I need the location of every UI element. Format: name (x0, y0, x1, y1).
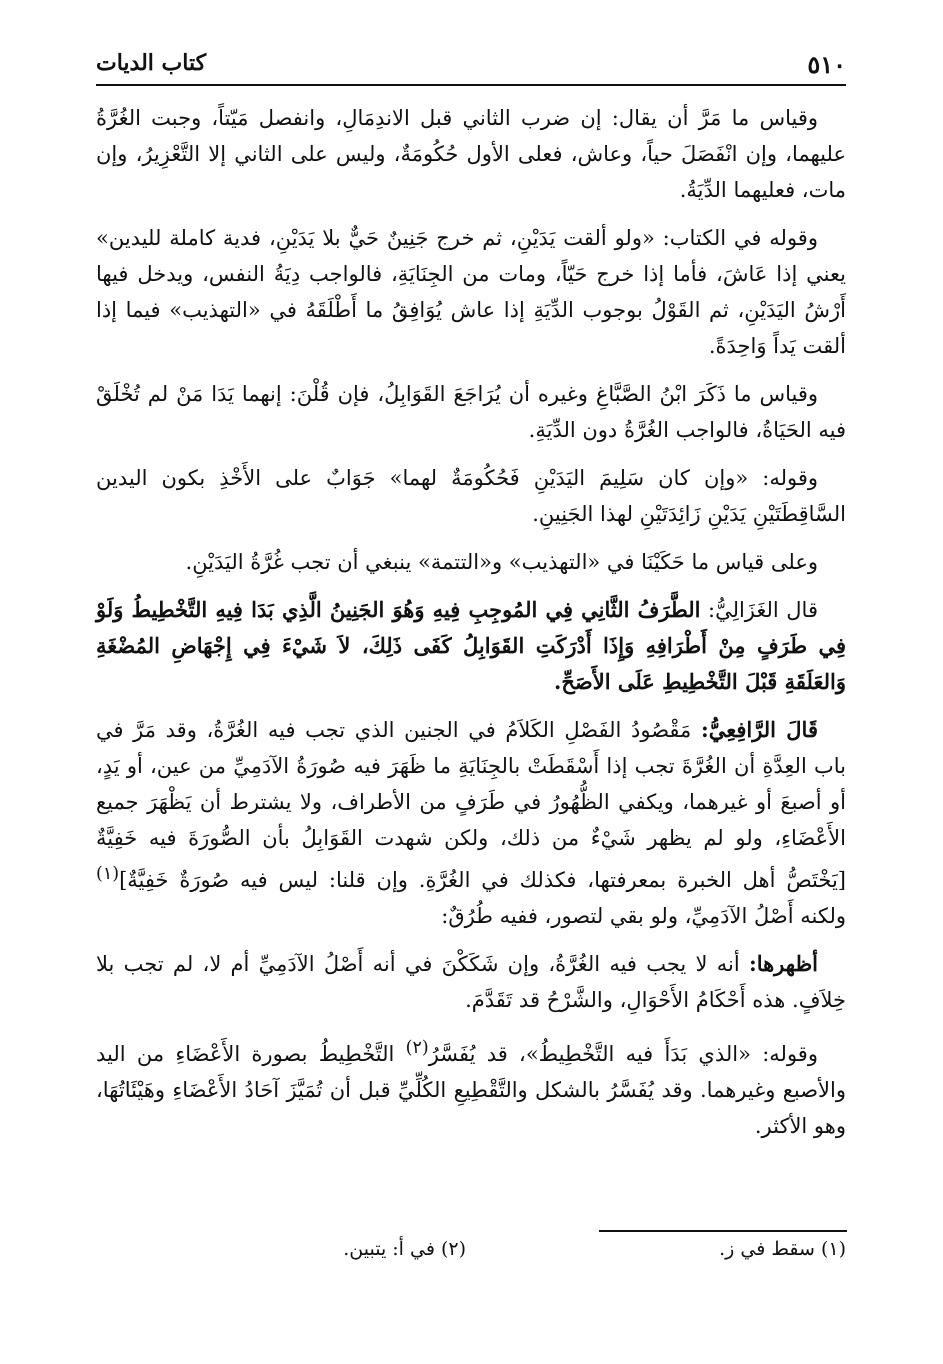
rafii-text: مَقْصُودُ الفَصْلِ الكَلاَمُ في الجنين الذي تجب فيه الغُرَّةُ، وقد مَرَّ في باب العِدَّةِ أن الغُرَّةَ تجب إذا أَسْقَطَتْ بالجِنَايَةِ ما ظَهَرَ فيه صُورَةُ الآدَمِيِّ من عين، أو يَدٍ، أو أصبعَ أو غيرهما، ويكفي الظُّهُورُ في طَرَفٍ من الأطراف، ولا يشترط أن يَظْهَرَ جميع الأَعْضَاءِ، ولو لم يظهر شَيْءٌ من ذلك، ولكن شهدت القَوَابِلُ بأن الصُّورَةَ فيه خَفِيَّةٌ [يَخْتَصُّ أهل الخبرة بمعرفتها، فكذلك في الغُرَّةِ. وإن قلنا: ليس فيه صُورَةٌ خَفِيَّةٌ] (96, 718, 846, 892)
rafii-text-end: ولكنه أَصْلُ الآدَمِيِّ، ولو بقي لتصور، ففيه طُرُقٌ: (441, 904, 846, 928)
paragraph-azharuha (96, 946, 846, 1018)
takhtit-text-start: وقوله: «الذي بَدَأَ فيه التَّخْطِيطُ»، قد يُفَسَّرُ (428, 1042, 818, 1066)
paragraph-takhtit (96, 1030, 846, 1144)
ghazali-text: الطَّرَفُ الثَّانِي فِي المُوجِبِ فِيهِ وَهُوَ الجَنِينُ الَّذِي بَدَا فِيهِ التَّخْطِيطُ وَلَوْ فِي طَرَفٍ مِنْ أَطْرَافِهِ وَإِذَا أَدْرَكَتِ القَوَابِلُ كَفَى ذَلِكَ، لاَ شَيْءَ فِي إِجْهَاضِ المُضْغَةِ وَالعَلَقَةِ قَبْلَ التَّخْطِيطِ عَلَى الأَصَحِّ. (96, 597, 846, 694)
azharuha-label: أظهرها: (748, 951, 818, 976)
paragraph-qiyas-2: وقياس ما ذَكَرَ ابْنُ الصَّبَّاغِ وغيره أن يُرَاجَعَ القَوَابِلُ، فإن قُلْنَ: إنهما يَدَا مَنْ لم تُخْلَقْ فيه الحَيَاةُ، فالواجب الغُرَّةُ دون الدِّيَةِ. (96, 382, 846, 442)
ghazali-label: قال الغَزَالِيُّ: (708, 598, 818, 622)
takhtit-text-end: التَّخْطِيطُ بصورة الأَعْضَاءِ من اليد والأصبع وغيرهما. وقد يُفَسَّرُ بالشكل والتَّقْطِيعِ الكُلِّيِّ قبل أن تُمَيَّزَ آحَادُ الأَعْضَاءِ وهَيْئَاتُهَا، وهو الأكثر. (96, 1042, 846, 1138)
rafii-label: قَالَ الرَّافِعِيُّ: (700, 717, 818, 742)
paragraph-tahdhib: وعلى قياس ما حَكَيْنَا في «التهذيب» و«التتمة» ينبغي أن تجب غُرَّةُ اليَدَيْنِ. (185, 550, 818, 574)
paragraph-rafii (96, 712, 846, 934)
footnotes (96, 1238, 846, 1268)
paragraph-qawluhu-salim: وقوله: «وإن كان سَلِيمَ اليَدَيْنِ فَحُكُومَةٌ لهما» جَوَابٌ على الأَخْذِ بكون اليدين السَّاقِطَتَيْنِ يَدَيْنِ زَائِدَتَيْنِ لهذا الجَنِينِ. (96, 466, 846, 526)
footnote-ref-1: (١) (96, 864, 120, 884)
footnote-1: (١) سقط في ز. (719, 1238, 846, 1260)
footnote-2: (٢) في أ: يتبين. (343, 1238, 466, 1260)
book-title: كتاب الديات (96, 50, 207, 76)
paragraph-qawluhu-kitab: وقوله في الكتاب: «ولو ألقت يَدَيْنِ، ثم خرج جَنِينٌ حَيٌّ بلا يَدَيْنِ، فدية كاملة لليدين» يعني إذا عَاشَ، فأما إذا خرج حَيّاً، ومات من الجِنَايَةِ، فالواجب دِيَةُ النفس، ويدخل فيها أَرْشُ اليَدَيْنِ، ثم القَوْلُ بوجوب الدِّيَةِ إذا عاش يُوَافِقُ ما أَطْلَقَهُ في «التهذيب» فيما إذا ألقت يَداً وَاحِدَةً. (96, 226, 846, 358)
footnote-divider (599, 1230, 847, 1232)
footnote-ref-2: (٢) (405, 1038, 429, 1058)
paragraph-qiyas-1: وقياس ما مَرَّ أن يقال: إن ضرب الثاني قبل الاندِمَالِ، وانفصل مَيّتاً، وجبت الغُرَّةُ عليهما، وإن انْفَصَلَ حياً، وعاش، فعلى الأول حُكُومَةٌ، وليس على الثاني إلا التَّعْزِيرُ، وإن مات، فعليهما الدِّيَةُ. (96, 106, 846, 202)
page-body (96, 100, 846, 1156)
page-number: ٥١٠ (807, 50, 846, 79)
azharuha-text: أنه لا يجب فيه الغُرَّةُ، وإن شَكَكْنَ في أنه أَصْلُ الآدَمِيِّ أم لا، لم تجب بلا خِلاَفٍ. هذه أَحْكَامُ الأَحْوَالِ، والشَّرْحُ قد تَقَدَّمَ. (96, 952, 846, 1012)
page-header (96, 50, 846, 86)
paragraph-ghazali (96, 592, 846, 700)
